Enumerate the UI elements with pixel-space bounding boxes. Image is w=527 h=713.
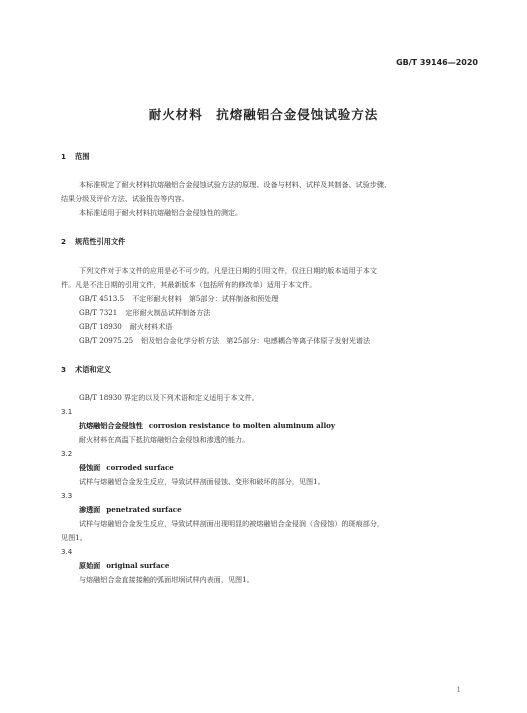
page-number: 1 (456, 686, 461, 694)
term-definition: 试样与熔融铝合金发生反应，导致试样剖面侵蚀、变形和破坏的部分，见图1。 (79, 477, 325, 486)
term-english: corrosion resistance to molten aluminum alloy (148, 421, 336, 430)
paragraph-line: 本标准规定了耐火材料抗熔融铝合金侵蚀试验方法的原理、设备与材料、试样及其制备、试验步骤、 (79, 180, 392, 189)
section-title: 规范性引用文件 (75, 237, 126, 246)
reference-item (79, 322, 172, 332)
reference-item (79, 308, 210, 318)
term-definition: 耐火材料在高温下抵抗熔融铝合金侵蚀和渗透的能力。 (79, 435, 250, 444)
section-number: 3 (61, 365, 67, 374)
term-heading (79, 421, 335, 431)
term-chinese: 原始面 (79, 561, 101, 570)
reference-title: 定形耐火制品试样制备方法 (125, 308, 211, 317)
section-title: 范围 (75, 152, 90, 161)
term-number: 3.2 (61, 449, 73, 458)
reference-code: GB/T 18930 (79, 322, 122, 331)
term-chinese: 抗熔融铝合金侵蚀性 (79, 421, 143, 430)
document-title: 耐火材料 抗熔融铝合金侵蚀试验方法 (148, 107, 379, 122)
standard-number: GB/T 39146—2020 (396, 58, 478, 67)
term-definition: 与熔融铝合金直接接触的弧面坩埚试样内表面，见图1。 (79, 575, 254, 584)
reference-title: 不定形耐火材料 第5部分：试样制备和预处理 (132, 294, 279, 303)
section-heading-scope (61, 152, 89, 162)
term-number: 3.1 (61, 407, 73, 416)
term-definition: 见图1。 (61, 533, 87, 542)
term-heading (79, 561, 169, 571)
term-definition: 试样与熔融铝合金发生反应，导致试样剖面出现明显的被熔融铝合金侵润（含侵蚀）的斑痕部分， (79, 519, 385, 528)
reference-code: GB/T 20975.25 (79, 336, 134, 345)
reference-title: 铝及铝合金化学分析方法 第25部分：电感耦合等离子体原子发射光谱法 (141, 336, 371, 345)
term-english: penetrated surface (106, 505, 182, 514)
paragraph-line: 本标准适用于耐火材料抗熔融铝合金侵蚀性的测定。 (79, 208, 243, 217)
paragraph-line: GB/T 18930 界定的以及下列术语和定义适用于本文件。 (79, 393, 259, 402)
term-number: 3.4 (61, 547, 73, 556)
reference-title: 耐火材料术语 (129, 322, 173, 331)
section-number: 1 (61, 152, 67, 161)
term-heading (79, 505, 182, 515)
section-title: 术语和定义 (75, 365, 111, 374)
reference-code: GB/T 4513.5 (79, 294, 125, 303)
section-heading-terms-definitions (61, 365, 111, 375)
term-english: original surface (106, 561, 170, 570)
term-heading (79, 463, 174, 473)
term-chinese: 侵蚀面 (79, 463, 101, 472)
term-chinese: 渗透面 (79, 505, 101, 514)
paragraph-line: 件。凡是不注日期的引用文件，其最新版本（包括所有的修改单）适用于本文件。 (61, 280, 317, 289)
term-english: corroded surface (106, 463, 174, 472)
reference-item (79, 294, 278, 304)
reference-item (79, 336, 370, 346)
paragraph-line: 下列文件对于本文件的应用是必不可少的。凡是注日期的引用文件，仅注日期的版本适用于本文 (79, 266, 377, 275)
term-number: 3.3 (61, 491, 73, 500)
reference-code: GB/T 7321 (79, 308, 118, 317)
section-number: 2 (61, 237, 67, 246)
paragraph-line: 结果分级及评价方法、试验报告等内容。 (61, 194, 189, 203)
section-heading-normative-references (61, 237, 125, 247)
